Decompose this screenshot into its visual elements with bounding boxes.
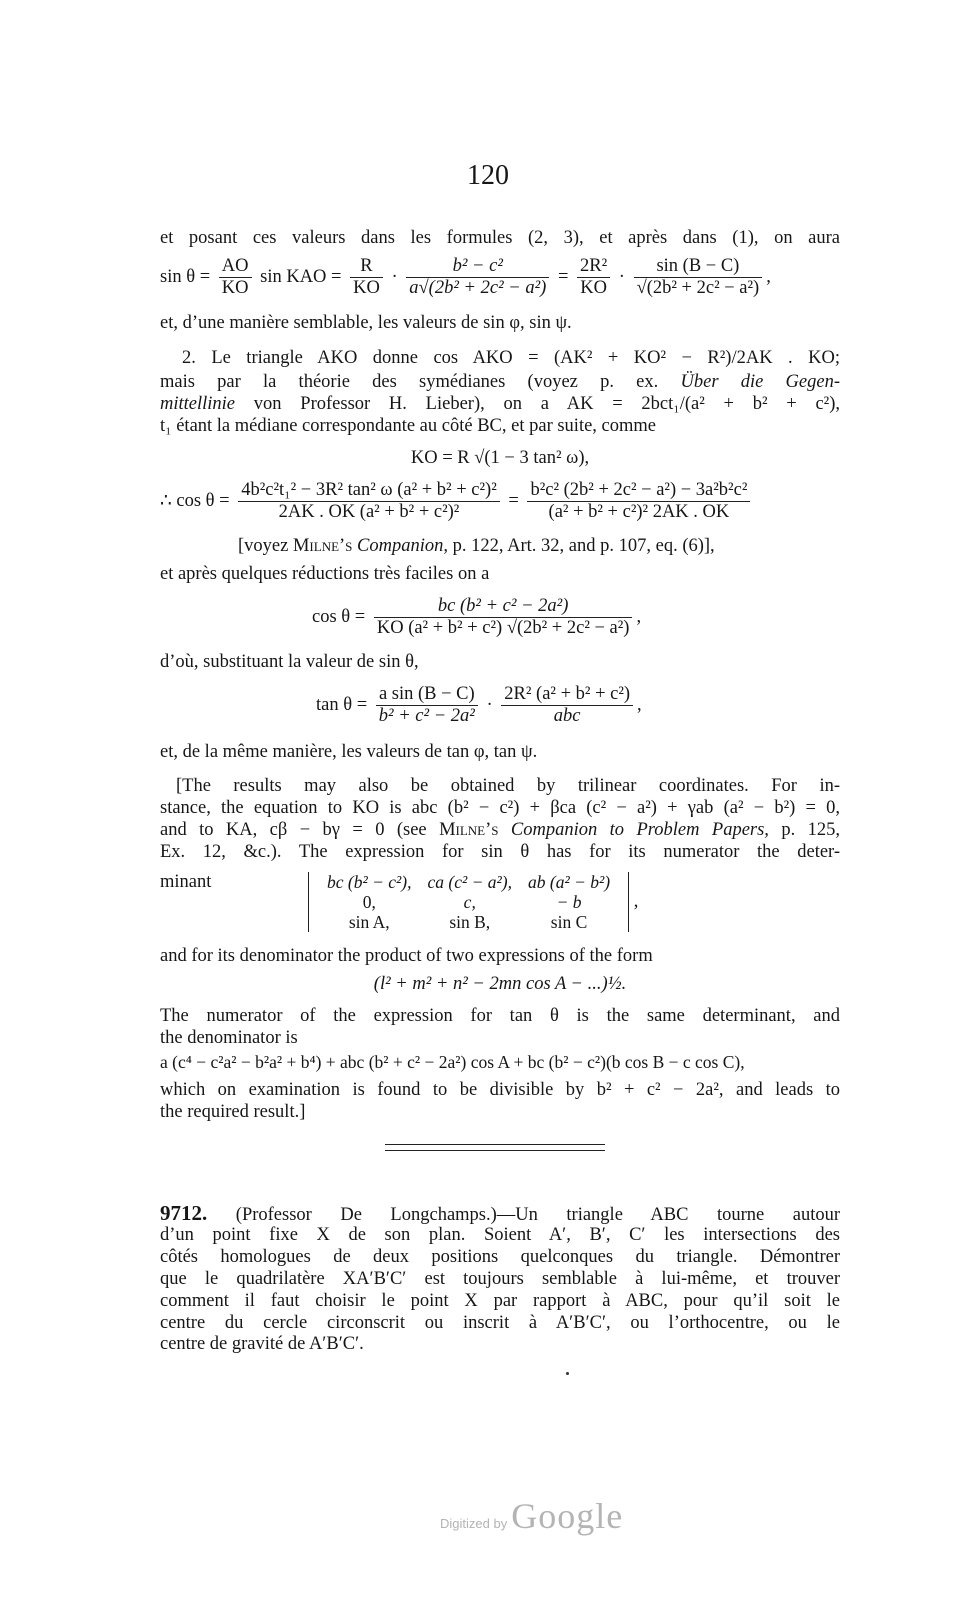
cell: sin B, <box>449 912 491 932</box>
equation-cos-theta-1 <box>160 480 754 523</box>
text-line: stance, the equation to KO is abc (b² − c²) + βca (c² − a²) + γab (a² − b²) = 0, <box>160 798 840 818</box>
eq-text: , <box>766 266 771 287</box>
reference-line <box>238 535 840 557</box>
eq-text: sin KAO = <box>260 266 342 287</box>
text-line: and for its denominator the product of two expressions of the form <box>160 946 653 966</box>
italic-title: Companion, <box>357 536 449 556</box>
denominator: a√(2b² + 2c² − a²) <box>409 278 547 298</box>
divider-rule <box>385 1150 605 1151</box>
text-line: et, d’une manière semblable, les valeurs de sin φ, sin ψ. <box>160 313 572 333</box>
text-line <box>160 393 840 415</box>
author: Milne’s <box>292 536 353 556</box>
question-line <box>160 1202 840 1226</box>
text-line <box>160 371 840 393</box>
cell: ca (c² − a²), <box>427 872 512 892</box>
cell: sin C <box>550 912 588 932</box>
eq-text: tan θ = <box>316 694 368 715</box>
text-line: minant <box>160 872 212 892</box>
text-line: et, de la même manière, les valeurs de tan φ, tan ψ. <box>160 742 538 762</box>
fraction <box>634 256 763 299</box>
text: and to KA, cβ − bγ = 0 (see <box>160 820 427 840</box>
fraction <box>376 684 478 727</box>
eq-text: cos θ = <box>312 606 366 627</box>
equation-ko: KO = R √(1 − 3 tan² ω), <box>410 448 590 468</box>
numerator: bc (b² + c² − 2a²) <box>374 596 633 618</box>
numerator: 2R² (a² + b² + c²) <box>501 684 633 706</box>
italic-title: Companion to Problem Papers, <box>510 820 769 840</box>
cell: sin A, <box>348 912 390 932</box>
question-line: d’un point fixe X de son plan. Soient A′, B′, C′ les intersections des <box>160 1225 840 1245</box>
text-line: the required result.] <box>160 1102 306 1122</box>
text-line: which on examination is found to be divisible by b² + c² − 2a², and leads to <box>160 1080 840 1100</box>
google-logo: Google <box>511 1496 624 1536</box>
text-line: [The results may also be obtained by trilinear coordinates. For in- <box>176 776 840 796</box>
text: mais par la théorie des symédianes (voyez p. ex. <box>160 372 659 392</box>
text-line: Ex. 12, &c.). The expression for sin θ has for its numerator the deter- <box>160 842 840 862</box>
equation-tan-theta <box>316 684 642 727</box>
text-line: et posant ces valeurs dans les formules (2, 3), et après dans (1), on aura <box>160 228 840 248</box>
text: (Professor De Longchamps.)—Un triangle ABC tourne autour <box>235 1205 841 1225</box>
denominator: (a² + b² + c²)² 2AK . OK <box>548 502 730 522</box>
cell: bc (b² − c²), <box>327 872 412 892</box>
determinant <box>308 872 638 932</box>
numerator: AO <box>219 256 252 278</box>
fraction <box>577 256 610 299</box>
text: p. 125, <box>781 820 840 840</box>
eq-text: = <box>557 266 569 287</box>
italic-title: Über die Gegen- <box>680 372 840 392</box>
text-line: et après quelques réductions très faciles on a <box>160 564 490 584</box>
eq-text: · <box>618 266 625 287</box>
text-line <box>160 819 840 841</box>
divider-rule <box>385 1144 605 1145</box>
text-line: the denominator is <box>160 1028 298 1048</box>
text-line: d’où, substituant la valeur de sin θ, <box>160 652 419 672</box>
text: p. 122, Art. 32, and p. 107, eq. (6)], <box>452 536 715 556</box>
eq-text: = <box>508 490 519 511</box>
denominator: KO <box>353 278 380 298</box>
denominator: 2AK . OK (a² + b² + c²)² <box>278 502 460 522</box>
numerator: R <box>350 256 383 278</box>
text: [voyez <box>238 536 289 556</box>
cell: c, <box>463 892 476 912</box>
equation-denominator-form: (l² + m² + n² − 2mn cos A − ...)½. <box>373 974 627 994</box>
question-line: centre de gravité de A′B′C′. <box>160 1334 364 1354</box>
fraction <box>527 480 750 523</box>
digitized-watermark <box>440 1495 623 1537</box>
fraction <box>406 256 549 299</box>
question-number: 9712. <box>160 1201 208 1225</box>
eq-text: , <box>636 606 642 627</box>
numerator: sin (B − C) <box>634 256 763 278</box>
cell: − b <box>556 892 582 912</box>
numerator: b²c² (2b² + 2c² − a²) − 3a²b²c² <box>527 480 750 502</box>
equation-cos-theta-2 <box>312 596 641 639</box>
numerator: b² − c² <box>406 256 549 278</box>
dot-mark <box>566 1372 569 1375</box>
eq-text: · <box>391 266 398 287</box>
eq-text: sin θ = <box>160 266 211 287</box>
question-line: centre du cercle circonscrit ou inscrit à A′B′C′, ou l’orthocentre, ou le <box>160 1313 840 1333</box>
eq-text: · <box>486 694 493 715</box>
text-line: The numerator of the expression for tan θ is the same determinant, and <box>160 1006 840 1026</box>
denominator: KO (a² + b² + c²) √(2b² + 2c² − a²) <box>376 618 630 638</box>
denominator: KO <box>580 278 607 298</box>
eq-text: , <box>637 694 642 715</box>
eq-text: ∴ cos θ = <box>160 490 230 511</box>
fraction <box>219 256 252 299</box>
text-line: 2. Le triangle AKO donne cos AKO = (AK² + KO² − R²)/2AK . KO; <box>182 348 840 368</box>
denominator: abc <box>553 706 581 726</box>
denominator: √(2b² + 2c² − a²) <box>636 278 760 298</box>
cell: 0, <box>362 892 376 912</box>
fraction <box>374 596 633 639</box>
cell: ab (a² − b²) <box>528 872 611 892</box>
italic-title: mittellinie <box>160 394 236 414</box>
equation-line: a (c⁴ − c²a² − b²a² + b⁴) + abc (b² + c² − 2a²) cos A + bc (b² − c²)(b cos B − c cos C), <box>160 1052 745 1072</box>
equation-sin-theta <box>160 256 771 299</box>
determinant-matrix <box>308 872 629 932</box>
fraction <box>501 684 633 727</box>
numerator: 2R² <box>577 256 610 278</box>
question-line: comment il faut choisir le point X par rapport à ABC, pour qu’il soit le <box>160 1291 840 1311</box>
question-line: côtés homologues de deux positions quelconques du triangle. Démontrer <box>160 1247 840 1267</box>
fraction <box>238 480 500 523</box>
fraction <box>350 256 383 299</box>
denominator: KO <box>221 278 249 298</box>
text: von Professor H. Lieber), on a AK = 2bct₁/(a² + b² + c²), <box>253 394 840 414</box>
numerator: a sin (B − C) <box>376 684 478 706</box>
numerator: 4b²c²t₁² − 3R² tan² ω (a² + b² + c²)² <box>238 480 500 502</box>
author: Milne’s <box>439 820 499 840</box>
denominator: b² + c² − 2a² <box>378 706 475 726</box>
eq-text: , <box>633 891 639 912</box>
page-number: 120 <box>467 160 509 191</box>
text-line: t₁ étant la médiane correspondante au côté BC, et par suite, comme <box>160 416 657 436</box>
watermark-prefix: Digitized by <box>440 1516 508 1531</box>
question-line: que le quadrilatère XA′B′C′ est toujours semblable à lui-même, et trouver <box>160 1269 840 1289</box>
